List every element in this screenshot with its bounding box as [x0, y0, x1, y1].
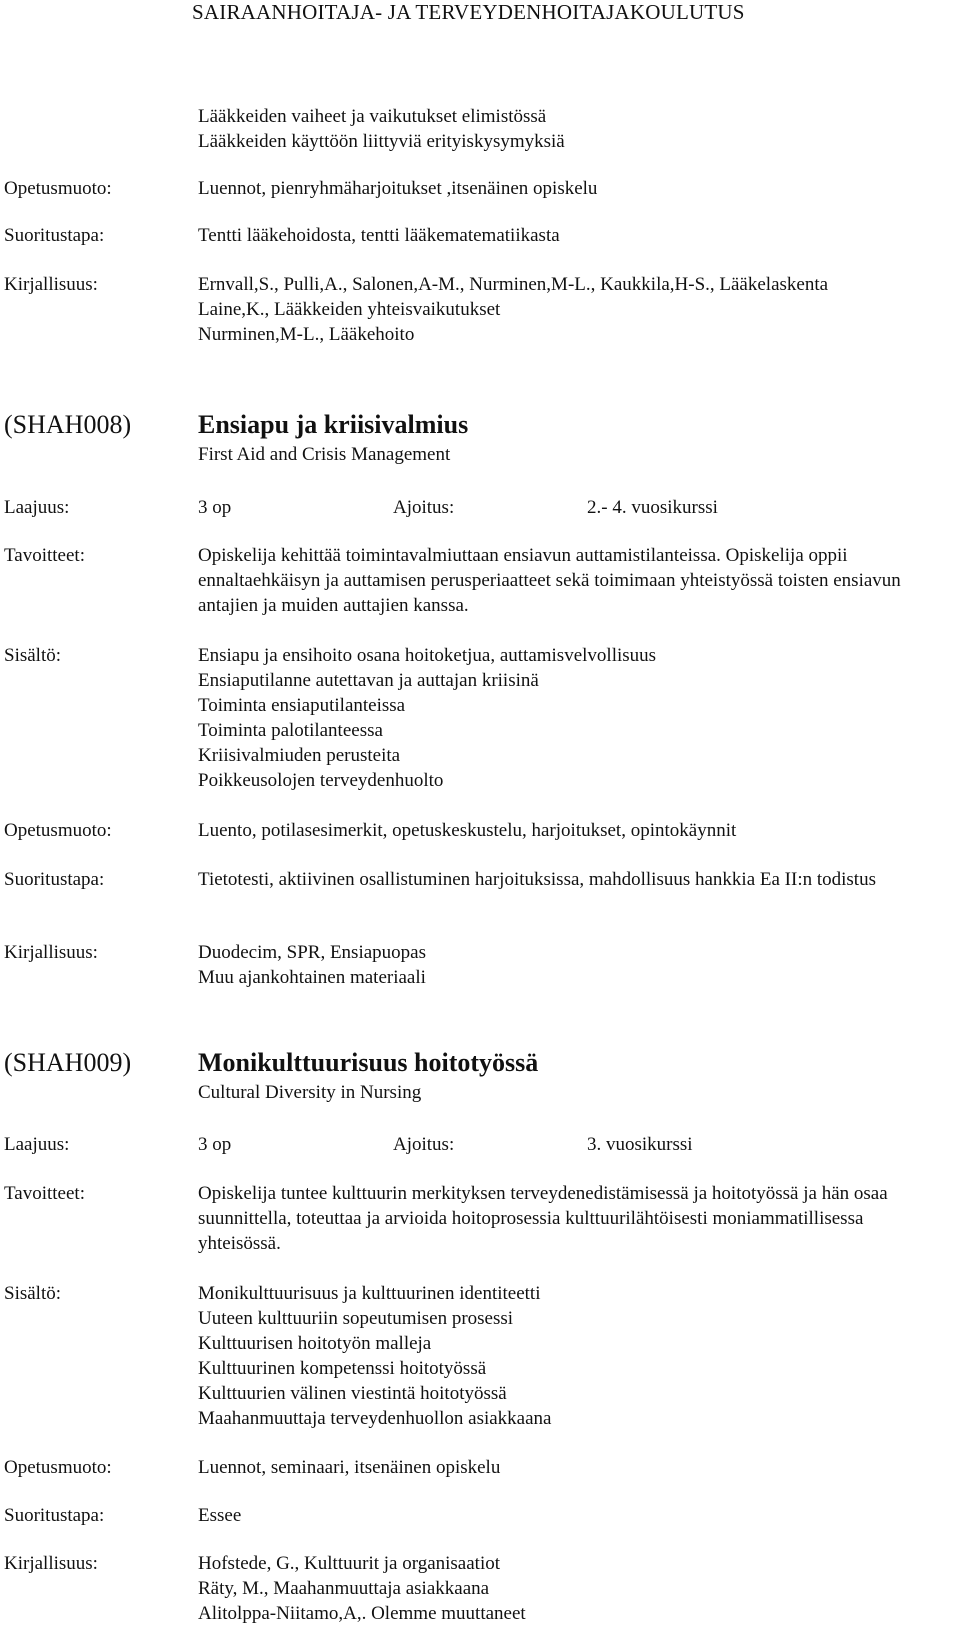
tavoitteet-label: Tavoitteet: — [4, 1183, 85, 1204]
ajoitus-label: Ajoitus: — [393, 1134, 455, 1155]
course-title: Monikulttuurisuus hoitotyössä — [198, 1048, 539, 1077]
prev-kirjallisuus-row — [0, 272, 960, 347]
sisalto-label: Sisältö: — [4, 645, 62, 666]
course-code: (SHAH008) — [4, 410, 132, 439]
content-line: Toiminta ensiaputilanteissa — [198, 695, 406, 716]
course-meta-row — [0, 495, 960, 520]
reference-line: Duodecim, SPR, Ensiapuopas — [198, 942, 426, 963]
reference-line: Räty, M., Maahanmuuttaja asiakkaana — [198, 1578, 490, 1599]
ajoitus-value: 2.- 4. vuosikurssi — [587, 497, 718, 518]
suoritustapa-label: Suoritustapa: — [4, 1505, 105, 1526]
sisalto-label: Sisältö: — [4, 1283, 62, 1304]
content-line: Maahanmuuttaja terveydenhuollon asiakkaana — [198, 1408, 552, 1429]
reference-line: Ernvall,S., Pulli,A., Salonen,A-M., Nurminen,M-L., Kaukkila,H-S., Lääkelaskenta — [198, 274, 829, 295]
course-title: Ensiapu ja kriisivalmius — [198, 410, 469, 439]
content-line: Kulttuurisen hoitotyön malleja — [198, 1333, 432, 1354]
opetusmuoto-row — [0, 1455, 960, 1480]
laajuus-value: 3 op — [198, 497, 232, 518]
sisalto-row — [0, 643, 960, 793]
content-line: Kriisivalmiuden perusteita — [198, 745, 401, 766]
course-heading — [0, 410, 960, 470]
laajuus-label: Laajuus: — [4, 1134, 70, 1155]
content-line: Toiminta palotilanteessa — [198, 720, 383, 741]
prev-suoritustapa-row — [0, 223, 960, 248]
content-line: Kulttuurien välinen viestintä hoitotyössä — [198, 1383, 507, 1404]
course-heading — [0, 1048, 960, 1108]
content-line: Monikulttuurisuus ja kulttuurinen identiteetti — [198, 1283, 541, 1304]
kirjallisuus-label: Kirjallisuus: — [4, 274, 98, 295]
opetusmuoto-label: Opetusmuoto: — [4, 820, 112, 841]
opetusmuoto-label: Opetusmuoto: — [4, 1457, 112, 1478]
content-line: Uuteen kulttuuriin sopeutumisen prosessi — [198, 1308, 514, 1329]
course-code: (SHAH009) — [4, 1048, 132, 1077]
opetusmuoto-value: Luento, potilasesimerkit, opetuskeskustelu, harjoitukset, opintokäynnit — [198, 820, 737, 841]
suoritustapa-row — [0, 867, 960, 917]
suoritustapa-value: Essee — [198, 1505, 242, 1526]
course-english-title: First Aid and Crisis Management — [198, 444, 451, 465]
ajoitus-label: Ajoitus: — [393, 497, 455, 518]
reference-line: Nurminen,M-L., Lääkehoito — [198, 324, 415, 345]
tavoitteet-row — [0, 543, 960, 618]
opetusmuoto-value: Luennot, pienryhmäharjoitukset ,itsenäinen opiskelu — [198, 178, 598, 199]
reference-line: Laine,K., Lääkkeiden yhteisvaikutukset — [198, 299, 501, 320]
opetusmuoto-value: Luennot, seminaari, itsenäinen opiskelu — [198, 1457, 501, 1478]
suoritustapa-value: Tentti lääkehoidosta, tentti lääkematematiikasta — [198, 225, 560, 246]
kirjallisuus-row — [0, 940, 960, 990]
kirjallisuus-label: Kirjallisuus: — [4, 1553, 98, 1574]
content-line: Ensiapu ja ensihoito osana hoitoketjua, auttamisvelvollisuus — [198, 645, 657, 666]
suoritustapa-value: Tietotesti, aktiivinen osallistuminen harjoituksissa, mahdollisuus hankkia Ea II:n todistus — [198, 869, 876, 890]
reference-line: Alitolppa-Niitamo,A,. Olemme muuttaneet — [198, 1603, 526, 1624]
course-meta-row — [0, 1132, 960, 1157]
tavoitteet-text: Opiskelija tuntee kulttuurin merkityksen terveydenedistämisessä ja hoitotyössä ja hän osaa suunnittella, toteuttaa ja arvioida hoitoprosessia kulttuurilähtöisesti moniammatillisessa yhteisössä. — [198, 1183, 888, 1254]
kirjallisuus-label: Kirjallisuus: — [4, 942, 98, 963]
suoritustapa-row — [0, 1503, 960, 1528]
course-english-title: Cultural Diversity in Nursing — [198, 1082, 422, 1103]
reference-line: Hofstede, G., Kulttuurit ja organisaatiot — [198, 1553, 501, 1574]
content-line: Poikkeusolojen terveydenhuolto — [198, 770, 444, 791]
laajuus-value: 3 op — [198, 1134, 232, 1155]
sisalto-row — [0, 1281, 960, 1431]
prev-opetusmuoto-row — [0, 176, 960, 201]
content-line: Lääkkeiden käyttöön liittyviä erityiskysymyksiä — [198, 131, 565, 152]
opetusmuoto-label: Opetusmuoto: — [4, 178, 112, 199]
opetusmuoto-row — [0, 818, 960, 843]
suoritustapa-label: Suoritustapa: — [4, 225, 105, 246]
laajuus-label: Laajuus: — [4, 497, 70, 518]
prev-content — [0, 104, 960, 156]
ajoitus-value: 3. vuosikurssi — [587, 1134, 693, 1155]
suoritustapa-label: Suoritustapa: — [4, 869, 105, 890]
reference-line: Muu ajankohtainen materiaali — [198, 967, 426, 988]
kirjallisuus-row — [0, 1551, 960, 1626]
tavoitteet-text: Opiskelija kehittää toimintavalmiuttaan ensiavun auttamistilanteissa. Opiskelija oppii ennaltaehkäisyn ja auttamisen perusperiaatteet sekä toimimaan yhteistyössä toisten ensiavun antajien ja muiden auttajien kanssa. — [198, 545, 901, 616]
content-line: Ensiaputilanne autettavan ja auttajan kriisinä — [198, 670, 539, 691]
tavoitteet-label: Tavoitteet: — [4, 545, 85, 566]
tavoitteet-row — [0, 1181, 960, 1256]
content-line: Lääkkeiden vaiheet ja vaikutukset elimistössä — [198, 106, 547, 127]
content-line: Kulttuurinen kompetenssi hoitotyössä — [198, 1358, 487, 1379]
page-header: SAIRAANHOITAJA- JA TERVEYDENHOITAJAKOULUTUS — [192, 0, 745, 24]
